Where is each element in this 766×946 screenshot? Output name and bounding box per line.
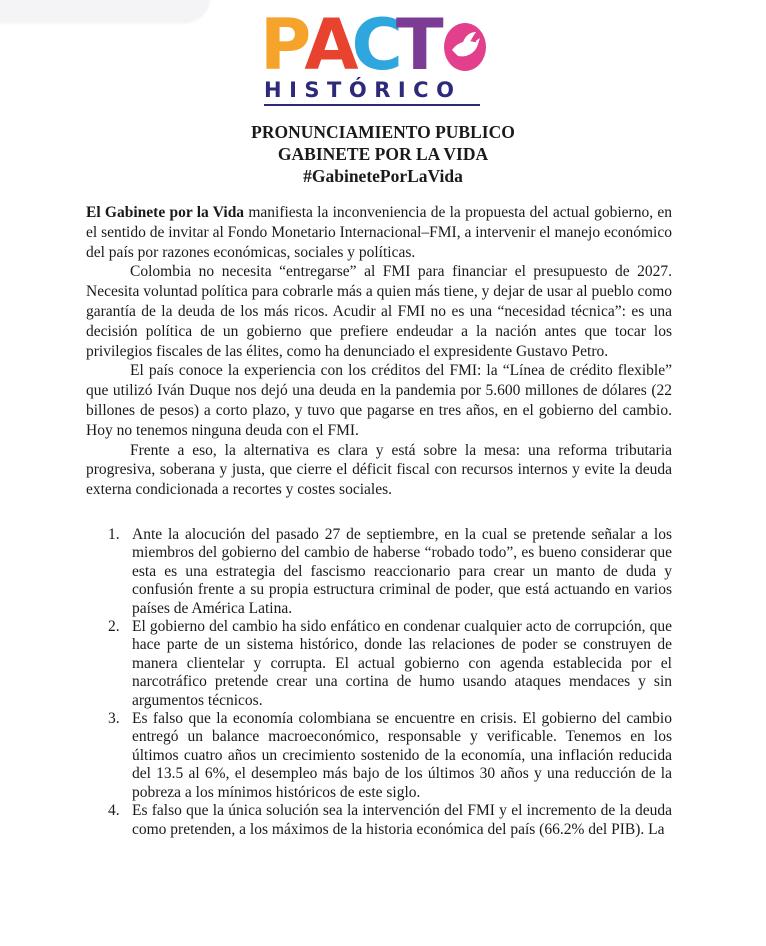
heading-line-2: GABINETE POR LA VIDA: [277, 144, 489, 164]
document-body: [86, 203, 672, 500]
heading-hashtag: #GabinetePorLaVida: [303, 166, 463, 186]
heading-line-1: PRONUNCIAMIENTO PUBLICO: [251, 122, 515, 142]
list-number: 2.: [108, 618, 120, 636]
logo-letter-p: P: [260, 4, 305, 86]
pacto-historico-logo: [260, 4, 486, 106]
logo-letter-t: T: [395, 4, 437, 86]
list-item: [86, 618, 672, 710]
list-number: 4.: [108, 802, 120, 820]
logo-subtitle: HISTÓRICO: [264, 78, 462, 102]
list-text: Es falso que la única solución sea la intervención del FMI y el incremento de la deuda como pretenden, a los máximos de la historia económica del país (66.2% del PIB). La: [132, 802, 672, 838]
document-heading: [0, 121, 766, 187]
paragraph-2: Colombia no necesita “entregarse” al FMI para financiar el presupuesto de 2027. Necesita voluntad política para cobrarle más a quien más tiene, y dejar de usar al pueblo como garantía de la deuda de los más ricos. Acudir al FMI no es una “necesidad técnica”: es una decisión política de un gobierno que prefiere endeudar a la nación antes que tocar los privilegios fiscales de las élites, como ha denunciado el expresidente Gustavo Petro.: [86, 263, 672, 360]
logo-letter-a: A: [304, 4, 352, 86]
list-text: Es falso que la economía colombiana se encuentre en crisis. El gobierno del cambio entregó un balance macroeconómico, responsable y verificable. Tenemos en los últimos cuatro años un crecimiento sostenido de la economía, una inflación reducida del 13.5 al 6%, el desempleo más bajo de los últimos 30 años y una reducción de la pobreza a los mínimos históricos de este siglo.: [132, 710, 672, 801]
paragraph-3: El país conoce la experiencia con los créditos del FMI: la “Línea de crédito flexible” que utilizó Iván Duque nos dejó una deuda en la pandemia por 5.600 millones de dólares (22 billones de pesos) a corto plazo, y tuvo que pagarse en tres años, en el gobierno del cambio. Hoy no tenemos ninguna deuda con el FMI.: [86, 362, 672, 439]
intro-rest: manifiesta la inconveniencia de la propuesta del actual gobierno, en el sentido de invitar al Fondo Monetario Internacional–FMI, a intervenir el manejo económico del país por razones económicas, sociales y políticas.: [86, 204, 672, 261]
intro-lead: El Gabinete por la Vida: [86, 204, 245, 221]
list-item: [86, 710, 672, 802]
list-number: 3.: [108, 710, 120, 728]
list-number: 1.: [108, 526, 120, 543]
dove-icon: [442, 20, 488, 74]
list-item: [86, 526, 672, 618]
numbered-points: [86, 526, 672, 839]
list-item: [86, 802, 672, 839]
list-text: El gobierno del cambio ha sido enfático en condenar cualquier acto de corrupción, que hace parte de un sistema histórico, donde las relaciones de poder se construyen de manera clientelar y corrupta. El actual gobierno con agenda establecida por el narcotráfico pretende crear una cortina de humo usando ataques mendaces y sin argumentos técnicos.: [132, 618, 672, 709]
logo-letter-c: C: [351, 4, 396, 86]
list-text: Ante la alocución del pasado 27 de septiembre, en la cual se pretende señalar a los miembros del gobierno del cambio de haberse “robado todo”, es bueno considerar que esta es una estrategia del fascismo reaccionario para crear un manto de duda y confusión frente a su propia estructura criminal de poder, que está actuando en varios países de América Latina.: [132, 526, 672, 617]
paragraph-intro: [86, 203, 672, 262]
top-left-card: [0, 0, 210, 22]
paragraph-4: Frente a eso, la alternativa es clara y está sobre la mesa: una reforma tributaria progresiva, soberana y justa, que cierre el déficit fiscal con recursos internos y evite la deuda externa condicionada a recortes y costes sociales.: [86, 441, 672, 499]
logo-underline: [264, 104, 480, 106]
